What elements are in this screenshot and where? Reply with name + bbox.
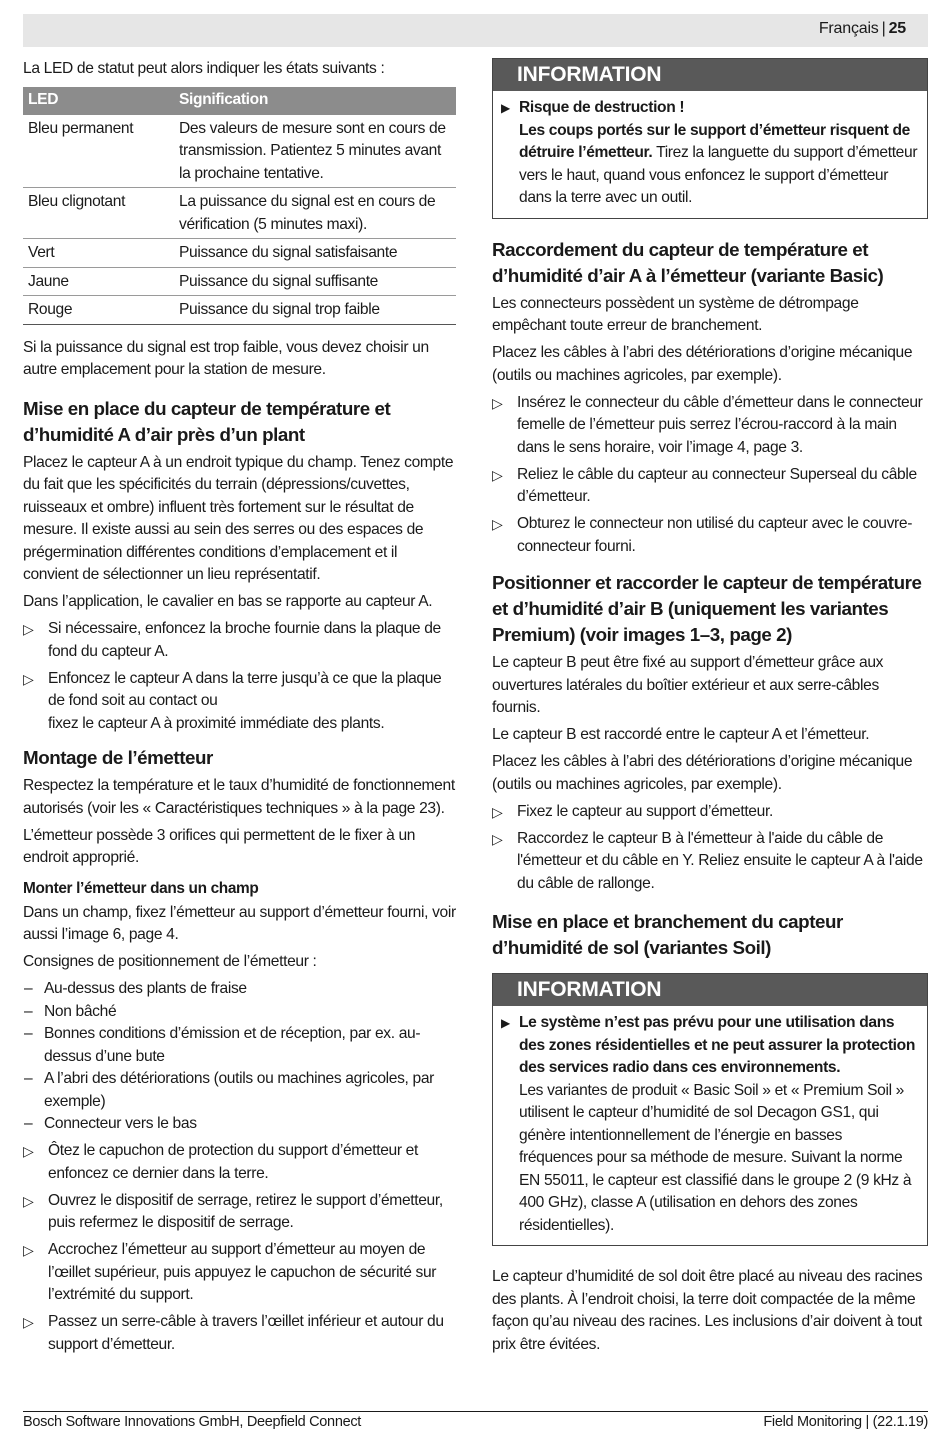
- table-row: [23, 296, 456, 325]
- header-page-label: [819, 20, 906, 38]
- table-cell: Puissance du signal satisfaisante: [174, 239, 456, 268]
- sensor-b-cable-note: Placez les câbles à l’abri des détériorations d’origine mécanique (outils ou machines agricoles, par exemple).: [492, 753, 913, 793]
- list-item-text: A l’abri des détériorations (outils ou machines agricoles, par exemple): [44, 1070, 435, 1110]
- step-text: fixez le capteur A à proximité immédiate des plants.: [48, 714, 385, 732]
- list-item: [492, 828, 928, 896]
- positioning-instructions-label: Consignes de positionnement de l’émetteur :: [23, 953, 317, 970]
- list-item-text: Au-dessus des plants de fraise: [44, 980, 247, 997]
- list-item: [23, 978, 456, 1001]
- step-marker-icon: ▷: [23, 670, 34, 687]
- list-item: [23, 1023, 456, 1068]
- dash-marker: –: [24, 1070, 33, 1087]
- info-box-residential: [492, 973, 928, 1246]
- table-cell: Rouge: [23, 296, 174, 325]
- step-text: Obturez le connecteur non utilisé du capteur avec le couvre-connecteur fourni.: [517, 515, 913, 555]
- list-item: [492, 513, 928, 558]
- table-cell: Des valeurs de mesure sont en cours de transmission. Patientez 5 minutes avant la prochaine tentative.: [174, 115, 456, 188]
- section-title-sensor-a: Mise en place du capteur de température et d’humidité A d’air près d’un plant: [23, 397, 391, 445]
- info-box-body: [493, 1006, 927, 1245]
- step-text: Enfoncez le capteur A dans la terre jusqu’à ce que la plaque de fond soit au contact ou: [48, 669, 442, 709]
- transmitter-holes-note: L’émetteur possède 3 orifices qui permettent de le fixer à un endroit approprié.: [23, 826, 416, 866]
- step-marker-icon: ▷: [492, 516, 503, 532]
- footer-document-info: Field Monitoring | (22.1.19): [763, 1414, 928, 1430]
- page-header: [23, 14, 928, 47]
- table-row: [23, 188, 456, 239]
- section-title-transmitter-mount: Montage de l’émetteur: [23, 747, 213, 768]
- sensor-b-mount-note: Le capteur B peut être fixé au support d’émetteur grâce aux ouvertures latérales du boîtier extérieur et aux serre-câbles fournis.: [492, 654, 884, 716]
- table-cell: Vert: [23, 239, 174, 268]
- left-column: [23, 58, 456, 1361]
- warning-marker-icon: ▶: [501, 1016, 510, 1030]
- step-text: Si nécessaire, enfoncez la broche fournie dans la plaque de fond du capteur A.: [48, 620, 441, 660]
- step-marker-icon: ▷: [23, 1192, 34, 1209]
- list-item: [23, 1113, 456, 1136]
- info-warning-text: Tirez la languette du support d’émetteur vers le haut, quand vous enfoncez le support d’émetteur dans la terre avec un outil.: [519, 144, 918, 206]
- footer-divider: [23, 1411, 928, 1412]
- step-marker-icon: ▷: [492, 466, 503, 483]
- list-item-text: Non bâché: [44, 1002, 117, 1020]
- cable-protection-note: Placez les câbles à l’abri des détériorations d’origine mécanique (outils ou machines agricoles, par exemple).: [492, 344, 913, 384]
- table-header-meaning: Signification: [174, 87, 456, 115]
- sensor-b-steps: [492, 801, 928, 896]
- step-text: Passez un serre-câble à travers l’œillet inférieur et autour du support d’émetteur.: [48, 1313, 444, 1353]
- table-cell: La puissance du signal est en cours de vérification (5 minutes maxi).: [174, 188, 456, 239]
- info-warning-text: Les variantes de produit « Basic Soil » et « Premium Soil » utilisent le capteur d’humidité de sol Decagon GS1, qui génère intentionnellement de l’énergie en basses fréquences pour sa méthode de mesure. Suivant la norme EN 55011, le capteur est classifié dans le groupe 2 (9 kHz à 400 GHz), classe A (utilisation en dehors des zones résidentielles).: [519, 1081, 912, 1234]
- step-marker-icon: ▷: [492, 803, 503, 820]
- dash-marker: –: [24, 1002, 33, 1020]
- list-item: [23, 668, 456, 736]
- dash-marker: –: [24, 980, 33, 997]
- subsection-title-field-mount: Monter l’émetteur dans un champ: [23, 879, 259, 897]
- section-title-soil-sensor: Mise en place et branchement du capteur d’humidité de sol (variantes Soil): [492, 911, 843, 958]
- step-marker-icon: ▷: [492, 830, 503, 847]
- soil-sensor-placement-note: Le capteur d’humidité de sol doit être placé au niveau des racines des plants. À l’endroit choisi, la terre doit compactée de la même façon qu’au niveau des racines. Les inclusions d’air doivent à tout prix être évitées.: [492, 1268, 923, 1353]
- list-item: [23, 1001, 456, 1024]
- list-item: [23, 618, 456, 663]
- table-cell: Puissance du signal trop faible: [174, 296, 456, 325]
- table-cell: Puissance du signal suffisante: [174, 267, 456, 296]
- info-warning-bold: Les coups portés sur le support d’émetteur risquent de détruire l’émetteur.: [519, 121, 910, 161]
- led-status-table: [23, 87, 456, 325]
- dash-marker: –: [24, 1115, 33, 1132]
- step-text: Reliez le câble du capteur au connecteur Superseal du câble d’émetteur.: [517, 465, 917, 505]
- section-title-basic-connection: Raccordement du capteur de température et d’humidité d’air A à l’émetteur (variante Basic): [492, 238, 884, 286]
- step-marker-icon: ▷: [23, 621, 34, 637]
- table-row: [23, 267, 456, 296]
- page-number: 25: [888, 20, 906, 37]
- positioning-list: [23, 978, 456, 1136]
- section-title-sensor-b: Positionner et raccorder le capteur de température et d’humidité d’air B (uniquement les variantes Premium) (voir images 1–3, page 2): [492, 572, 922, 645]
- header-separator: |: [881, 20, 886, 37]
- step-marker-icon: ▷: [23, 1242, 34, 1258]
- list-item: [23, 1140, 456, 1185]
- led-intro: La LED de statut peut alors indiquer les états suivants :: [23, 60, 385, 77]
- info-box-destruction: [492, 58, 928, 219]
- step-text: Fixez le capteur au support d’émetteur.: [517, 802, 773, 820]
- table-cell: Jaune: [23, 267, 174, 296]
- header-language: Français: [818, 20, 879, 37]
- transmitter-mount-steps: [23, 1140, 456, 1356]
- sensor-a-app-note: Dans l’application, le cavalier en bas se rapporte au capteur A.: [23, 593, 433, 610]
- sensor-b-connection-note: Le capteur B est raccordé entre le capteur A et l’émetteur.: [492, 726, 870, 743]
- sensor-a-steps: [23, 618, 456, 735]
- step-marker-icon: ▷: [23, 1314, 34, 1330]
- step-text: Accrochez l’émetteur au support d’émetteur au moyen de l’œillet supérieur, puis appuyez le capuchon de sécurité sur l’extrémité du support.: [48, 1241, 437, 1303]
- table-header-row: [23, 87, 456, 115]
- list-item: [23, 1239, 456, 1307]
- right-column: [492, 58, 928, 1361]
- table-row: [23, 239, 456, 268]
- step-text: Insérez le connecteur du câble d’émetteur dans le connecteur femelle de l’émetteur puis serrez l’écrou-raccord à la main dans le sens horaire, voir l’image 4, page 3.: [517, 393, 923, 456]
- signal-weak-note: Si la puissance du signal est trop faible, vous devez choisir un autre emplacement pour la station de mesure.: [23, 338, 429, 378]
- list-item: [492, 464, 928, 509]
- info-warning-title: Risque de destruction !: [519, 99, 685, 116]
- step-text: Raccordez le capteur B à l'émetteur à l'aide du câble de l'émetteur et du câble en Y. Reliez ensuite le capteur A à l'aide du câble de rallonge.: [517, 829, 923, 892]
- sensor-a-paragraph: Placez le capteur A à un endroit typique du champ. Tenez compte du fait que les spécificités du terrain (dépressions/cuvettes, ruisseaux et ombre) influent très fortement sur le résultat de mesure. Il existe aussi au sein des serres ou des espaces de prégermination différentes conditions d’emplacement et il convient de sélectionner un lieu représentatif.: [23, 453, 454, 583]
- step-text: Ouvrez le dispositif de serrage, retirez le support d’émetteur, puis refermez le dispositif de serrage.: [48, 1191, 443, 1231]
- info-box-heading: INFORMATION: [493, 974, 927, 1006]
- transmitter-temp-note: Respectez la température et le taux d’humidité de fonctionnement autorisés (voir les « Caractéristiques techniques » à la page 23).: [23, 777, 455, 817]
- info-box-body: [493, 91, 927, 218]
- basic-connection-steps: [492, 392, 928, 559]
- step-text: Ôtez le capuchon de protection du support d’émetteur et enfoncez ce dernier dans la terre.: [48, 1142, 418, 1182]
- step-marker-icon: ▷: [492, 394, 503, 411]
- table-cell: Bleu clignotant: [23, 188, 174, 239]
- list-item-text: Bonnes conditions d’émission et de réception, par ex. au-dessus d’une bute: [44, 1025, 421, 1065]
- list-item: [492, 801, 928, 824]
- table-row: [23, 115, 456, 188]
- list-item: [23, 1311, 456, 1356]
- table-header-led: LED: [23, 87, 174, 115]
- list-item: [492, 392, 928, 460]
- footer-company: Bosch Software Innovations GmbH, Deepfield Connect: [23, 1414, 362, 1430]
- info-box-heading: INFORMATION: [493, 59, 927, 91]
- list-item: [23, 1190, 456, 1235]
- dash-marker: –: [24, 1025, 33, 1042]
- field-mount-paragraph: Dans un champ, fixez l’émetteur au support d’émetteur fourni, voir aussi l’image 6, page 4.: [23, 903, 456, 943]
- list-item-text: Connecteur vers le bas: [44, 1115, 197, 1132]
- table-cell: Bleu permanent: [23, 115, 174, 188]
- step-marker-icon: ▷: [23, 1143, 34, 1159]
- warning-marker-icon: ▶: [501, 101, 510, 115]
- connector-keying-note: Les connecteurs possèdent un système de détrompage empêchant toute erreur de branchement.: [492, 294, 859, 334]
- info-warning-bold: Le système n’est pas prévu pour une utilisation dans des zones résidentielles et ne peut assurer la protection des services radio dans ces environnements.: [519, 1014, 916, 1076]
- list-item: [23, 1068, 456, 1113]
